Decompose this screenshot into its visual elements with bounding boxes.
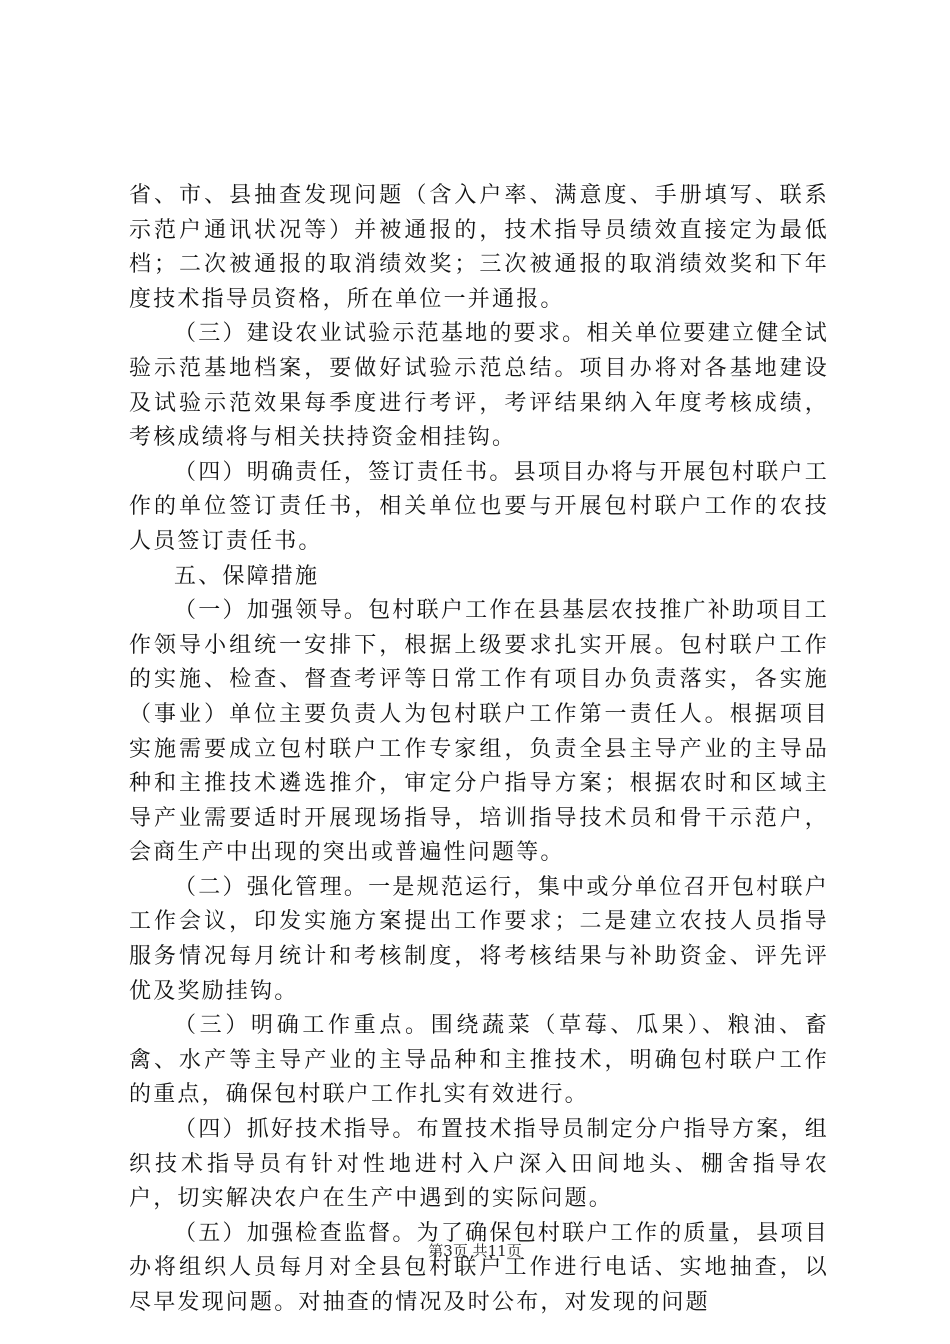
paragraph-technical-guidance: （四）抓好技术指导。布置技术指导员制定分户指导方案，组织技术指导员有针对性地进村入户深入田间地头、棚舍指导农户，切实解决农户在生产中遇到的实际问题。 xyxy=(129,1117,829,1212)
paragraph-strengthen-leadership: （一）加强领导。包村联户工作在县基层农技推广补助项目工作领导小组统一安排下，根据上级要求扎实开展。包村联户工作的实施、检查、督查考评等日常工作有项目办负责落实，各实施（事业）单位主要负责人为包村联户工作第一责任人。根据项目实施需要成立包村联户工作专家组，负责全县主导产业的主导品种和主推技术遴选推介，审定分户指导方案；根据农时和区域主导产业需要适时开展现场指导，培训指导技术员和骨干示范户，会商生产中出现的突出或普遍性问题等。 xyxy=(129,598,829,866)
document-body xyxy=(129,179,829,1321)
paragraph-continuation: 省、市、县抽查发现问题（含入户率、满意度、手册填写、联系示范户通讯状况等）并被通报的，技术指导员绩效直接定为最低档；二次被通报的取消绩效奖；三次被通报的取消绩效奖和下年度技术指导员资格，所在单位一并通报。 xyxy=(129,183,829,312)
page-number-footer: 第3页 共11页 xyxy=(428,1242,522,1260)
paragraph-work-focus: （三）明确工作重点。围绕蔬菜（草莓、瓜果）、粮油、畜禽、水产等主导产业的主导品种和主推技术，明确包村联户工作的重点，确保包村联户工作扎实有效进行。 xyxy=(129,1013,829,1108)
paragraph-inspection-supervision: （五）加强检查监督。为了确保包村联户工作的质量，县项目办将组织人员每月对全县包村联户工作进行电话、实地抽查，以尽早发现问题。对抽查的情况及时公布，对发现的问题 xyxy=(129,1220,829,1315)
paragraph-section-3-demo-base: （三）建设农业试验示范基地的要求。相关单位要建立健全试验示范基地档案，要做好试验示范总结。项目办将对各基地建设及试验示范效果每季度进行考评，考评结果纳入年度考核成绩，考核成绩将与相关扶持资金相挂钩。 xyxy=(129,321,829,451)
paragraph-strengthen-management: （二）强化管理。一是规范运行，集中或分单位召开包村联户工作会议，印发实施方案提出工作要求；二是建立农技人员指导服务情况每月统计和考核制度，将考核结果与补助资金、评先评优及奖励挂钩。 xyxy=(129,874,829,1004)
heading-safeguard-measures: 五、保障措施 xyxy=(174,563,320,589)
paragraph-section-4-responsibility: （四）明确责任，签订责任书。县项目办将与开展包村联户工作的单位签订责任书，相关单位也要与开展包村联户工作的农技人员签订责任书。 xyxy=(129,459,829,554)
